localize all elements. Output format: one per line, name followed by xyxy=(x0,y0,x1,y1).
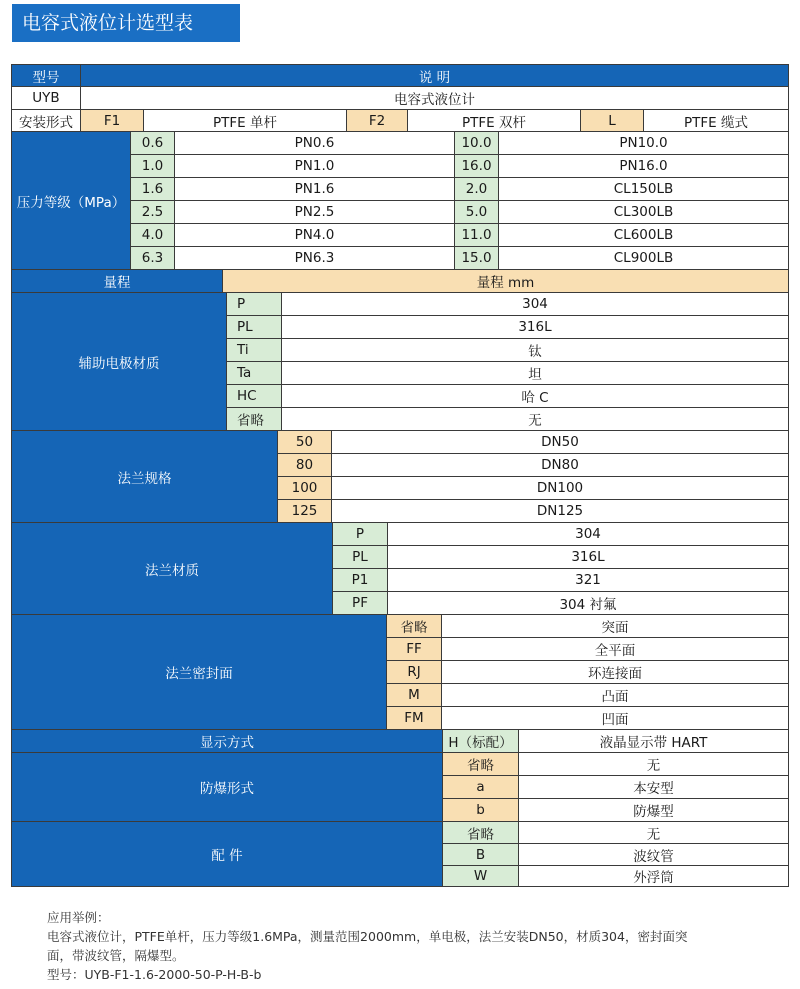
header-desc-cell: 说 明 xyxy=(80,64,789,87)
flange-spec-label-cell: 法兰规格 xyxy=(11,430,278,523)
pressure-code-cell: 0.6 xyxy=(130,131,175,155)
accessory-desc-cell: 无 xyxy=(518,821,789,844)
flange-seal-label-cell: 法兰密封面 xyxy=(11,614,387,730)
electrode-code-cell: P xyxy=(226,292,282,316)
flange-seal-code-cell: RJ xyxy=(386,660,442,684)
example-heading: 应用举例： xyxy=(47,910,110,925)
flange-seal-desc-cell: 凹面 xyxy=(441,706,789,730)
pressure-code-cell: 6.3 xyxy=(130,246,175,270)
install-desc-cell: PTFE 单杆 xyxy=(143,109,347,132)
header-model-cell: 型号 xyxy=(11,64,81,87)
flange-spec-desc-cell: DN80 xyxy=(331,453,789,477)
install-desc-cell: PTFE 双杆 xyxy=(407,109,581,132)
flange-material-code-cell: PF xyxy=(332,591,388,615)
flange-material-code-cell: P1 xyxy=(332,568,388,592)
electrode-desc-cell: 无 xyxy=(281,407,789,431)
explosion-code-cell: b xyxy=(442,798,519,822)
flange-material-label-cell: 法兰材质 xyxy=(11,522,333,615)
flange-material-desc-cell: 321 xyxy=(387,568,789,592)
electrode-desc-cell: 316L xyxy=(281,315,789,339)
flange-spec-desc-cell: DN100 xyxy=(331,476,789,500)
display-desc-cell: 液晶显示带 HART xyxy=(518,729,789,753)
flange-material-desc-cell: 316L xyxy=(387,545,789,569)
accessory-code-cell: B xyxy=(442,843,519,866)
install-desc-cell: PTFE 缆式 xyxy=(643,109,789,132)
pressure-code-cell: 4.0 xyxy=(130,223,175,247)
pressure-desc-cell: CL900LB xyxy=(498,246,789,270)
pressure-desc-cell: CL150LB xyxy=(498,177,789,201)
electrode-desc-cell: 哈 C xyxy=(281,384,789,408)
pressure-desc-cell: PN6.3 xyxy=(174,246,455,270)
install-code-cell: F2 xyxy=(346,109,408,132)
explosion-code-cell: a xyxy=(442,775,519,799)
flange-seal-desc-cell: 突面 xyxy=(441,614,789,638)
selection-table xyxy=(11,64,789,887)
pressure-code-cell: 10.0 xyxy=(454,131,499,155)
electrode-desc-cell: 钛 xyxy=(281,338,789,362)
display-code-cell: H（标配） xyxy=(442,729,519,753)
flange-seal-code-cell: FM xyxy=(386,706,442,730)
pressure-code-cell: 11.0 xyxy=(454,223,499,247)
pressure-code-cell: 15.0 xyxy=(454,246,499,270)
example-model-code: 型号：UYB-F1-1.6-2000-50-P-H-B-b xyxy=(47,967,262,982)
electrode-desc-cell: 304 xyxy=(281,292,789,316)
explosion-code-cell: 省略 xyxy=(442,752,519,776)
explosion-label-cell: 防爆形式 xyxy=(11,752,443,822)
range-desc-cell: 量程 mm xyxy=(222,269,789,293)
flange-spec-desc-cell: DN50 xyxy=(331,430,789,454)
electrode-code-cell: Ta xyxy=(226,361,282,385)
accessory-desc-cell: 波纹管 xyxy=(518,843,789,866)
example-line: 面，带波纹管，隔爆型。 xyxy=(47,948,185,963)
flange-seal-code-cell: 省略 xyxy=(386,614,442,638)
pressure-code-cell: 1.6 xyxy=(130,177,175,201)
explosion-desc-cell: 无 xyxy=(518,752,789,776)
flange-seal-desc-cell: 环连接面 xyxy=(441,660,789,684)
electrode-code-cell: PL xyxy=(226,315,282,339)
example-line: 电容式液位计，PTFE单杆，压力等级1.6MPa，测量范围2000mm，单电极，法兰安装DN50，材质304，密封面突 xyxy=(47,929,688,944)
application-example xyxy=(47,908,767,984)
electrode-desc-cell: 坦 xyxy=(281,361,789,385)
pressure-desc-cell: CL300LB xyxy=(498,200,789,224)
electrode-code-cell: Ti xyxy=(226,338,282,362)
display-label-cell: 显示方式 xyxy=(11,729,443,753)
pressure-desc-cell: PN1.0 xyxy=(174,154,455,178)
pressure-desc-cell: PN1.6 xyxy=(174,177,455,201)
pressure-label-cell: 压力等级（MPa） xyxy=(11,131,131,270)
accessory-code-cell: 省略 xyxy=(442,821,519,844)
pressure-code-cell: 2.0 xyxy=(454,177,499,201)
accessory-desc-cell: 外浮筒 xyxy=(518,865,789,887)
flange-spec-desc-cell: DN125 xyxy=(331,499,789,523)
pressure-code-cell: 16.0 xyxy=(454,154,499,178)
flange-spec-code-cell: 50 xyxy=(277,430,332,454)
pressure-desc-cell: PN2.5 xyxy=(174,200,455,224)
install-label-cell: 安装形式 xyxy=(11,109,81,132)
uyb-code-cell: UYB xyxy=(11,86,81,110)
pressure-desc-cell: CL600LB xyxy=(498,223,789,247)
explosion-desc-cell: 本安型 xyxy=(518,775,789,799)
install-code-cell: L xyxy=(580,109,644,132)
flange-material-desc-cell: 304 衬氟 xyxy=(387,591,789,615)
electrode-code-cell: HC xyxy=(226,384,282,408)
flange-spec-code-cell: 100 xyxy=(277,476,332,500)
pressure-desc-cell: PN10.0 xyxy=(498,131,789,155)
accessory-code-cell: W xyxy=(442,865,519,887)
flange-spec-code-cell: 80 xyxy=(277,453,332,477)
pressure-code-cell: 1.0 xyxy=(130,154,175,178)
flange-material-code-cell: P xyxy=(332,522,388,546)
pressure-desc-cell: PN16.0 xyxy=(498,154,789,178)
flange-seal-code-cell: FF xyxy=(386,637,442,661)
explosion-desc-cell: 防爆型 xyxy=(518,798,789,822)
flange-spec-code-cell: 125 xyxy=(277,499,332,523)
range-label-cell: 量程 xyxy=(11,269,223,293)
install-code-cell: F1 xyxy=(80,109,144,132)
uyb-desc-cell: 电容式液位计 xyxy=(80,86,789,110)
pressure-desc-cell: PN4.0 xyxy=(174,223,455,247)
flange-material-code-cell: PL xyxy=(332,545,388,569)
electrode-label-cell: 辅助电极材质 xyxy=(11,292,227,431)
flange-material-desc-cell: 304 xyxy=(387,522,789,546)
pressure-code-cell: 5.0 xyxy=(454,200,499,224)
accessory-label-cell: 配 件 xyxy=(11,821,443,887)
flange-seal-code-cell: M xyxy=(386,683,442,707)
flange-seal-desc-cell: 全平面 xyxy=(441,637,789,661)
flange-seal-desc-cell: 凸面 xyxy=(441,683,789,707)
pressure-desc-cell: PN0.6 xyxy=(174,131,455,155)
pressure-code-cell: 2.5 xyxy=(130,200,175,224)
page-title: 电容式液位计选型表 xyxy=(12,4,240,42)
electrode-code-cell: 省略 xyxy=(226,407,282,431)
